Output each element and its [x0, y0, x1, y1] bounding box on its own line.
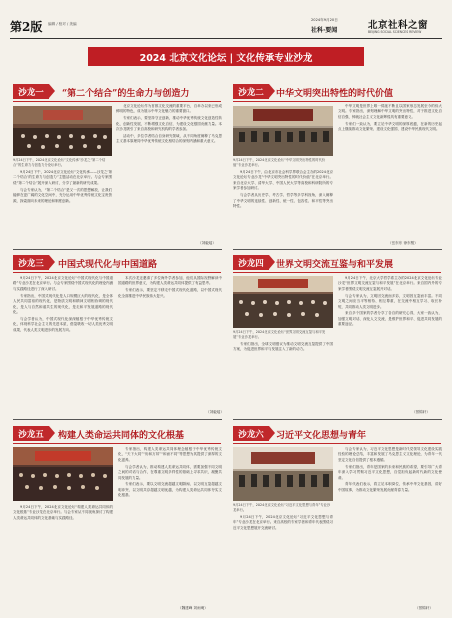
section-title-3: 中国式现代化与中国道路 [58, 260, 158, 270]
section-photo-6 [233, 447, 333, 501]
section-rule-5 [13, 443, 221, 444]
photo-caption-2: 9月24日下午，2024北京文化论坛“中华文明突出特性的时代价值”专业沙龙举行。 [233, 158, 326, 167]
section-body-5b [118, 447, 222, 607]
paragraph: 青年代表们表示，将立足本职岗位，传承中华文化基因，讲好中国故事，为推动文化繁荣发展贡献青春力量。 [338, 482, 442, 492]
paragraph: 与会专家认为，“第二个结合”是又一次的思想解放，让我们能够在更广阔的文化空间中，充分运用中华优秀传统文化宝贵资源，探索面向未来的理论和制度创新。 [13, 187, 112, 203]
paragraph: 活动中，多位学者结合自身研究领域，从不同角度阐释了马克思主义基本原理同中华优秀传统文化相结合的深刻内涵和重大意义。 [116, 134, 222, 144]
byline-1: （刘毅瑶） [198, 241, 216, 245]
section-body-6b [338, 447, 442, 607]
section-photo-1 [13, 106, 112, 156]
section-title-5: 构建人类命运共同体的文化根基 [58, 431, 185, 441]
section-divider [233, 249, 442, 250]
byline-4: （蔡锦轩） [412, 410, 430, 414]
page-number-label: 第2版 [10, 20, 43, 34]
section-photo-4 [233, 276, 333, 328]
section-divider [13, 249, 222, 250]
paragraph: 专家指出，中国式现代化是人口规模巨大的现代化，是全体人民共同富裕的现代化，是物质文明和精神文明相协调的现代化，是人与自然和谐共生的现代化，是走和平发展道路的现代化。 [13, 293, 113, 314]
photo-caption-6: 9月24日下午，2024北京文化论坛“习近平文化思想与青年”专业沙龙举行。 [233, 503, 331, 512]
issue-date: 2024年9月20日 [311, 18, 338, 22]
section-body-3b [118, 276, 222, 414]
section-name: 社科·要闻 [311, 27, 338, 34]
section-photo-5 [13, 447, 113, 501]
paragraph: 本次沙龙还邀请了多位海外学者参加，他们从国际视野解读中国道路的世界意义，为构建人类命运共同体提供了有益思考。 [118, 276, 222, 286]
section-body-5a [13, 505, 113, 607]
section-rule-6 [233, 443, 441, 444]
paragraph: 专家指出，构建人类命运共同体理念植根于中华优秀传统文化，“天下大同”“协和万邦”“和而不同”等思想为其提供了深厚的文化滋养。 [118, 447, 222, 462]
paragraph: 9月24日下午，2024北京文化论坛“文化传承——沙龙之‘第二个结合’的生命力与创造力”主题活动在北京举行。与会专家围绕“第二个结合”展开深入研讨，分享了最新的研究成果。 [13, 170, 112, 185]
masthead-title: 北京社科之窗 [368, 20, 429, 31]
paragraph: 9月24日下午，由北京市社会科学界联合会主办的2024北京文化论坛专业沙龙“中华文明突出特性的时代价值”在北京举行。来自北京大学、清华大学、中国人民大学等高校和科研院所的专家学者参加研讨。 [233, 170, 333, 191]
section-badge-4: 沙龙四 [233, 255, 269, 270]
masthead-english: BEIJING SOCIAL SCIENCES REVIEW [368, 30, 422, 34]
page-editor-line: 编辑 / 校对 / 美编 [48, 22, 77, 26]
banner-title: 2024 北京文化论坛 | 文化传承专业沙龙 [139, 52, 313, 64]
paragraph: 与会学者从历史学、考古学、哲学等多学科视角，深入阐释了中华文明的连续性、创新性、统一性、包容性、和平性等突出特性。 [233, 193, 333, 208]
byline-2: （岳东东 徐东骏） [388, 241, 418, 245]
section-badge-5: 沙龙五 [13, 426, 49, 441]
byline-3: （刘毅瑶） [206, 410, 224, 414]
section-badge-3: 沙龙三 [13, 255, 49, 270]
paragraph: 北京文化论坛作为首都文化交流的重要平台，自举办以来已形成鲜明的特色，成为展示中华文化魅力的重要窗口。 [116, 104, 222, 114]
paragraph: 9月24日下午，2024北京文化论坛“构建人类命运共同体的文化根基”专业沙龙在北京举行。与会专家从不同视角探讨了构建人类命运共同体的文化基础与实践路径。 [13, 505, 113, 520]
paragraph: 与会学者认为，中国式现代化深深植根于中华优秀传统文化，体现科学社会主义的先进本质，借鉴吸收一切人类优秀文明成果，代表人类文明进步的发展方向。 [13, 316, 113, 332]
section-body-4a [233, 342, 333, 414]
section-badge-6: 沙龙六 [233, 426, 269, 441]
section-rule-4 [233, 272, 441, 273]
section-title-6: 习近平文化思想与青年 [276, 431, 367, 441]
paragraph: 专家们一致认为，要立足中华文明的深厚底蕴，在新的历史起点上继续推动文化繁荣、建设文化强国、建设中华民族现代文明。 [338, 121, 442, 132]
photo-caption-1: 9月24日下午，2024北京文化论坛“文化传承”沙龙之“第二个结合”的生命力与创造力分论坛举行。 [13, 158, 106, 167]
section-divider [13, 419, 222, 420]
header-rule [10, 38, 442, 39]
paragraph: 与会学者认为，推动构建人类命运共同体，需要加强不同文明之间的对话与合作，在尊重文明多样性的基础上寻求共识，凝聚共同发展的力量。 [118, 464, 222, 480]
photo-caption-4: 9月24日下午，2024北京文化论坛“世界文明交流互鉴与和平发展”专业沙龙举行。 [233, 330, 326, 339]
paragraph: 专家们表示，要以文明交流超越文明隔阂、以文明互鉴超越文明冲突、以文明共存超越文明优越，为构建人类命运共同体夯实文化根基。 [118, 482, 222, 498]
section-photo-2 [233, 106, 333, 156]
section-title-2: 中华文明突出特性的时代价值 [276, 89, 394, 99]
section-body-3a [13, 276, 113, 414]
section-divider [233, 419, 442, 420]
paragraph: 9月24日下午，2024北京文化论坛“习近平文化思想与青年”专业沙龙在北京举行。来自高校的专家学者和青年代表围绕习近平文化思想展开交流研讨。 [233, 515, 333, 530]
forum-banner [88, 47, 364, 66]
paragraph: 专家们指出，全球文明倡议为推动文明交流互鉴提供了中国方案，为促进世界和平与发展注入了新的动力。 [233, 342, 333, 352]
section-body-2b [338, 104, 442, 244]
byline-6: （蔡锦轩） [415, 606, 433, 610]
byline-5: （魏建峰 刘雨萌） [178, 606, 208, 610]
paragraph: 来自多个国家的学者分享了各自的研究心得，大家一致认为，加强文明对话、深化人文交流，是维护世界和平、促进共同发展的重要途径。 [338, 311, 442, 327]
section-title-4: 世界文明交流互鉴与和平发展 [276, 260, 394, 270]
section-body-2a [233, 170, 333, 246]
section-badge-2: 沙龙二 [233, 84, 269, 99]
paragraph: 9月24日下午，北京大学哲学系主办的2024北京文化论坛专业沙龙“世界文明交流互鉴与和平发展”在北京举行。来自国内外的专家学者围绕文明交流互鉴展开对话。 [338, 276, 442, 291]
paragraph: 与会专家认为，文明因交流而多彩，文明因互鉴而丰富。不同文明之间应当平等相待、相互尊重，在交流中相互学习、取长补短，共同推动人类文明进步。 [338, 293, 442, 309]
section-rule-2 [233, 101, 441, 102]
paragraph: 与会专家认为，习近平文化思想是新时代党领导文化建设实践经验的理论总结，丰富和发展了马克思主义文化理论，为青年一代坚定文化自信提供了根本遵循。 [338, 447, 442, 462]
section-body-4b [338, 276, 442, 414]
section-body-1a [13, 170, 112, 246]
paragraph: 专家们指出，青年是国家的未来和民族的希望，要引导广大青年深入学习贯彻习近平文化思想，自觉担负起新时代新的文化使命。 [338, 464, 442, 480]
section-rule-1 [13, 101, 221, 102]
paragraph: 专家们表示，要坚定不移走中国式现代化道路，以中国式现代化全面推进中华民族伟大复兴。 [118, 288, 222, 298]
section-rule-3 [13, 272, 221, 273]
section-badge-1: 沙龙一 [13, 84, 49, 99]
section-body-6a [233, 515, 333, 607]
paragraph: 9月24日下午，2024北京文化论坛“中国式现代化与中国道路”专业沙龙在北京举行。与会专家围绕中国式现代化的理论内涵与实践路径进行了深入研讨。 [13, 276, 113, 291]
section-title-1: “第二个结合”的生命力与创造力 [62, 89, 190, 99]
section-body-1b [116, 104, 222, 244]
paragraph: 专家们表示，要坚持守正创新，推动中华优秀传统文化创造性转化、创新性发展，不断增强文化自信，为建设文化强国贡献力量。本次沙龙吸引了来自高校和研究机构的学者参加。 [116, 116, 222, 132]
paragraph: 中华文明是世界上唯一绵延不断且以国家形态发展至今的伟大文明。专家指出，深刻理解中华文明的突出特性，对于推进文化自信自强、铸就社会主义文化新辉煌具有重要意义。 [338, 104, 442, 119]
